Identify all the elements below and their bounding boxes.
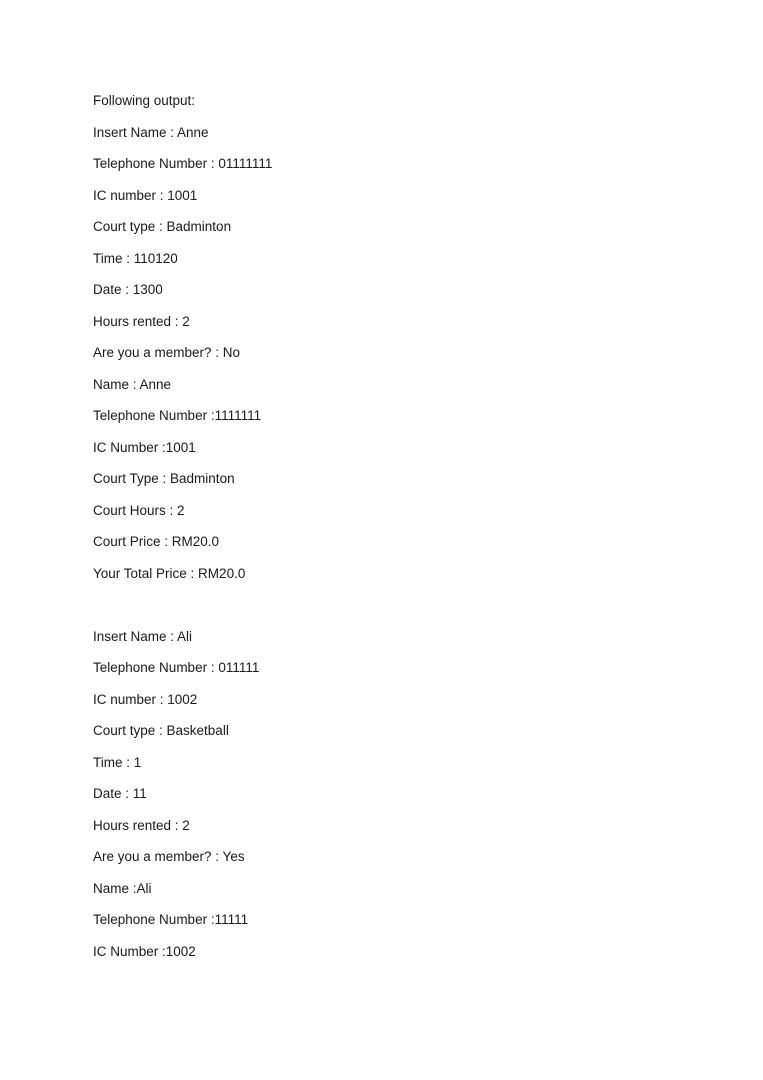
output-text bbox=[93, 90, 693, 972]
output-line: IC number : 1002 bbox=[93, 691, 198, 707]
output-line: Court Price : RM20.0 bbox=[93, 534, 220, 549]
output-line: Court Type : Badminton bbox=[93, 471, 235, 486]
output-line: Court type : Badminton bbox=[93, 219, 232, 234]
output-line: Name :Ali bbox=[93, 880, 152, 896]
output-line: Name : Anne bbox=[93, 376, 172, 392]
output-line: Insert Name : Ali bbox=[93, 628, 193, 644]
output-line: Time : 110120 bbox=[93, 250, 178, 266]
blank-line bbox=[93, 594, 693, 626]
output-line: IC Number :1001 bbox=[93, 439, 196, 455]
output-line: Telephone Number :1111111 bbox=[93, 408, 262, 423]
output-line: Insert Name : Anne bbox=[93, 124, 209, 140]
output-line: Court type : Basketball bbox=[93, 723, 229, 738]
output-line: Hours rented : 2 bbox=[93, 313, 190, 329]
output-block-ali bbox=[93, 626, 693, 973]
output-line: IC Number :1002 bbox=[93, 943, 196, 959]
output-line: Date : 11 bbox=[93, 786, 147, 801]
output-line: Are you a member? : Yes bbox=[93, 849, 245, 864]
output-line: Telephone Number : 011111 bbox=[93, 660, 260, 675]
output-line: Telephone Number : 01111111 bbox=[93, 156, 273, 171]
output-line: Telephone Number :11111 bbox=[93, 912, 249, 927]
output-line: Your Total Price : RM20.0 bbox=[93, 565, 246, 581]
output-line: Date : 1300 bbox=[93, 282, 163, 297]
output-heading: Following output: bbox=[93, 93, 196, 108]
output-line: IC number : 1001 bbox=[93, 187, 198, 203]
output-line: Are you a member? : No bbox=[93, 345, 241, 360]
output-line: Time : 1 bbox=[93, 754, 142, 770]
output-line: Court Hours : 2 bbox=[93, 502, 185, 518]
output-line: Hours rented : 2 bbox=[93, 817, 190, 833]
output-block-anne bbox=[93, 122, 693, 595]
